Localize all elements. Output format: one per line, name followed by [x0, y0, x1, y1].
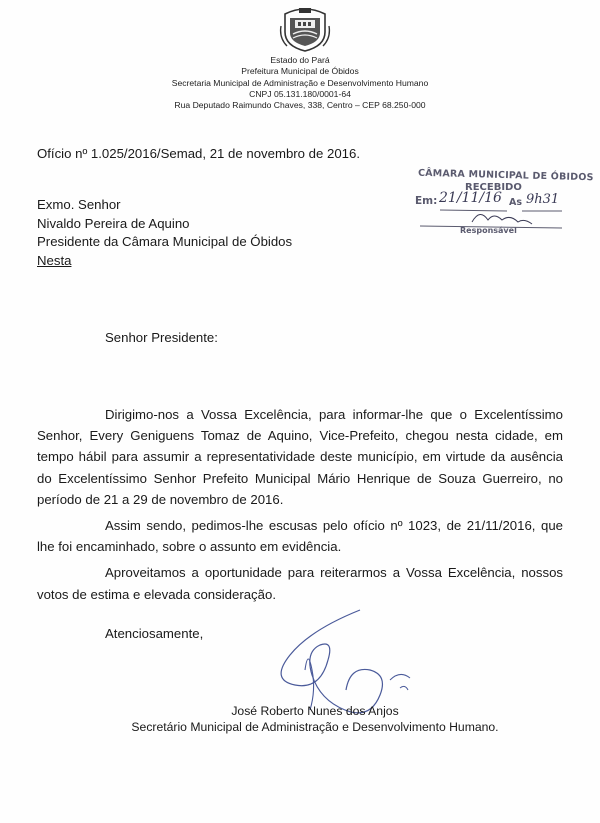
- municipal-crest-icon: [279, 6, 331, 52]
- letterhead: [150, 55, 450, 111]
- closing: Atenciosamente,: [105, 626, 204, 641]
- recipient-name: Nivaldo Pereira de Aquino: [37, 215, 190, 231]
- letterhead-secretariat: Secretaria Municipal de Administração e Desenvolvimento Humano: [171, 77, 429, 88]
- salutation: Senhor Presidente:: [105, 330, 218, 345]
- letterhead-address: Rua Deputado Raimundo Chaves, 338, Centro – CEP 68.250-000: [174, 100, 426, 111]
- document-reference: Ofício nº 1.025/2016/Semad, 21 de novembro de 2016.: [37, 146, 361, 161]
- stamp-date: 21/11/16: [439, 190, 502, 206]
- stamp-institution: CÂMARA MUNICIPAL DE ÓBIDOS: [417, 167, 594, 184]
- stamp-responsible-label: Responsável: [460, 226, 517, 235]
- signer-name: José Roberto Nunes dos Anjos: [231, 704, 399, 718]
- letterhead-cnpj: CNPJ 05.131.180/0001-64: [249, 88, 351, 99]
- recipient-location: Nesta: [37, 252, 72, 268]
- stamp-em-label: Em:: [415, 195, 438, 207]
- body-paragraph: Dirigimo-nos a Vossa Excelência, para informar-lhe que o Excelentíssimo Senhor, Every Geniguens Tomaz de Aquino, Vice-Prefeito, chegou nesta cidade, em tempo hábil para assumir a representatividade deste município, em virtude da ausência do Excelentíssimo Senhor Prefeito Municipal Mário Henrique de Souza Guerreiro, no período de 21 a 29 de novembro de 2016.: [37, 407, 563, 507]
- letterhead-state: Estado do Pará: [270, 55, 330, 65]
- stamp-as-label: As: [509, 197, 523, 208]
- received-stamp: [412, 167, 594, 242]
- body-paragraph: Assim sendo, pedimos-lhe escusas pelo ofício nº 1023, de 21/11/2016, que lhe foi encaminhado, sobre o assunto em evidência.: [37, 518, 563, 555]
- recipient-title: Presidente da Câmara Municipal de Óbidos: [37, 234, 293, 249]
- signer-block: [110, 703, 520, 735]
- stamp-time: 9h31: [526, 192, 560, 207]
- recipient-greeting: Exmo. Senhor: [37, 197, 121, 212]
- recipient-block: [37, 196, 292, 270]
- letter-body: [37, 404, 563, 610]
- signer-position: Secretário Municipal de Administração e Desenvolvimento Humano.: [131, 720, 499, 734]
- stamp-received: RECEBIDO: [465, 182, 522, 193]
- body-paragraph: Aproveitamos a oportunidade para reiterarmos a Vossa Excelência, nossos votos de estima e elevada consideração.: [37, 565, 563, 602]
- letterhead-prefecture: Prefeitura Municipal de Óbidos: [241, 66, 359, 77]
